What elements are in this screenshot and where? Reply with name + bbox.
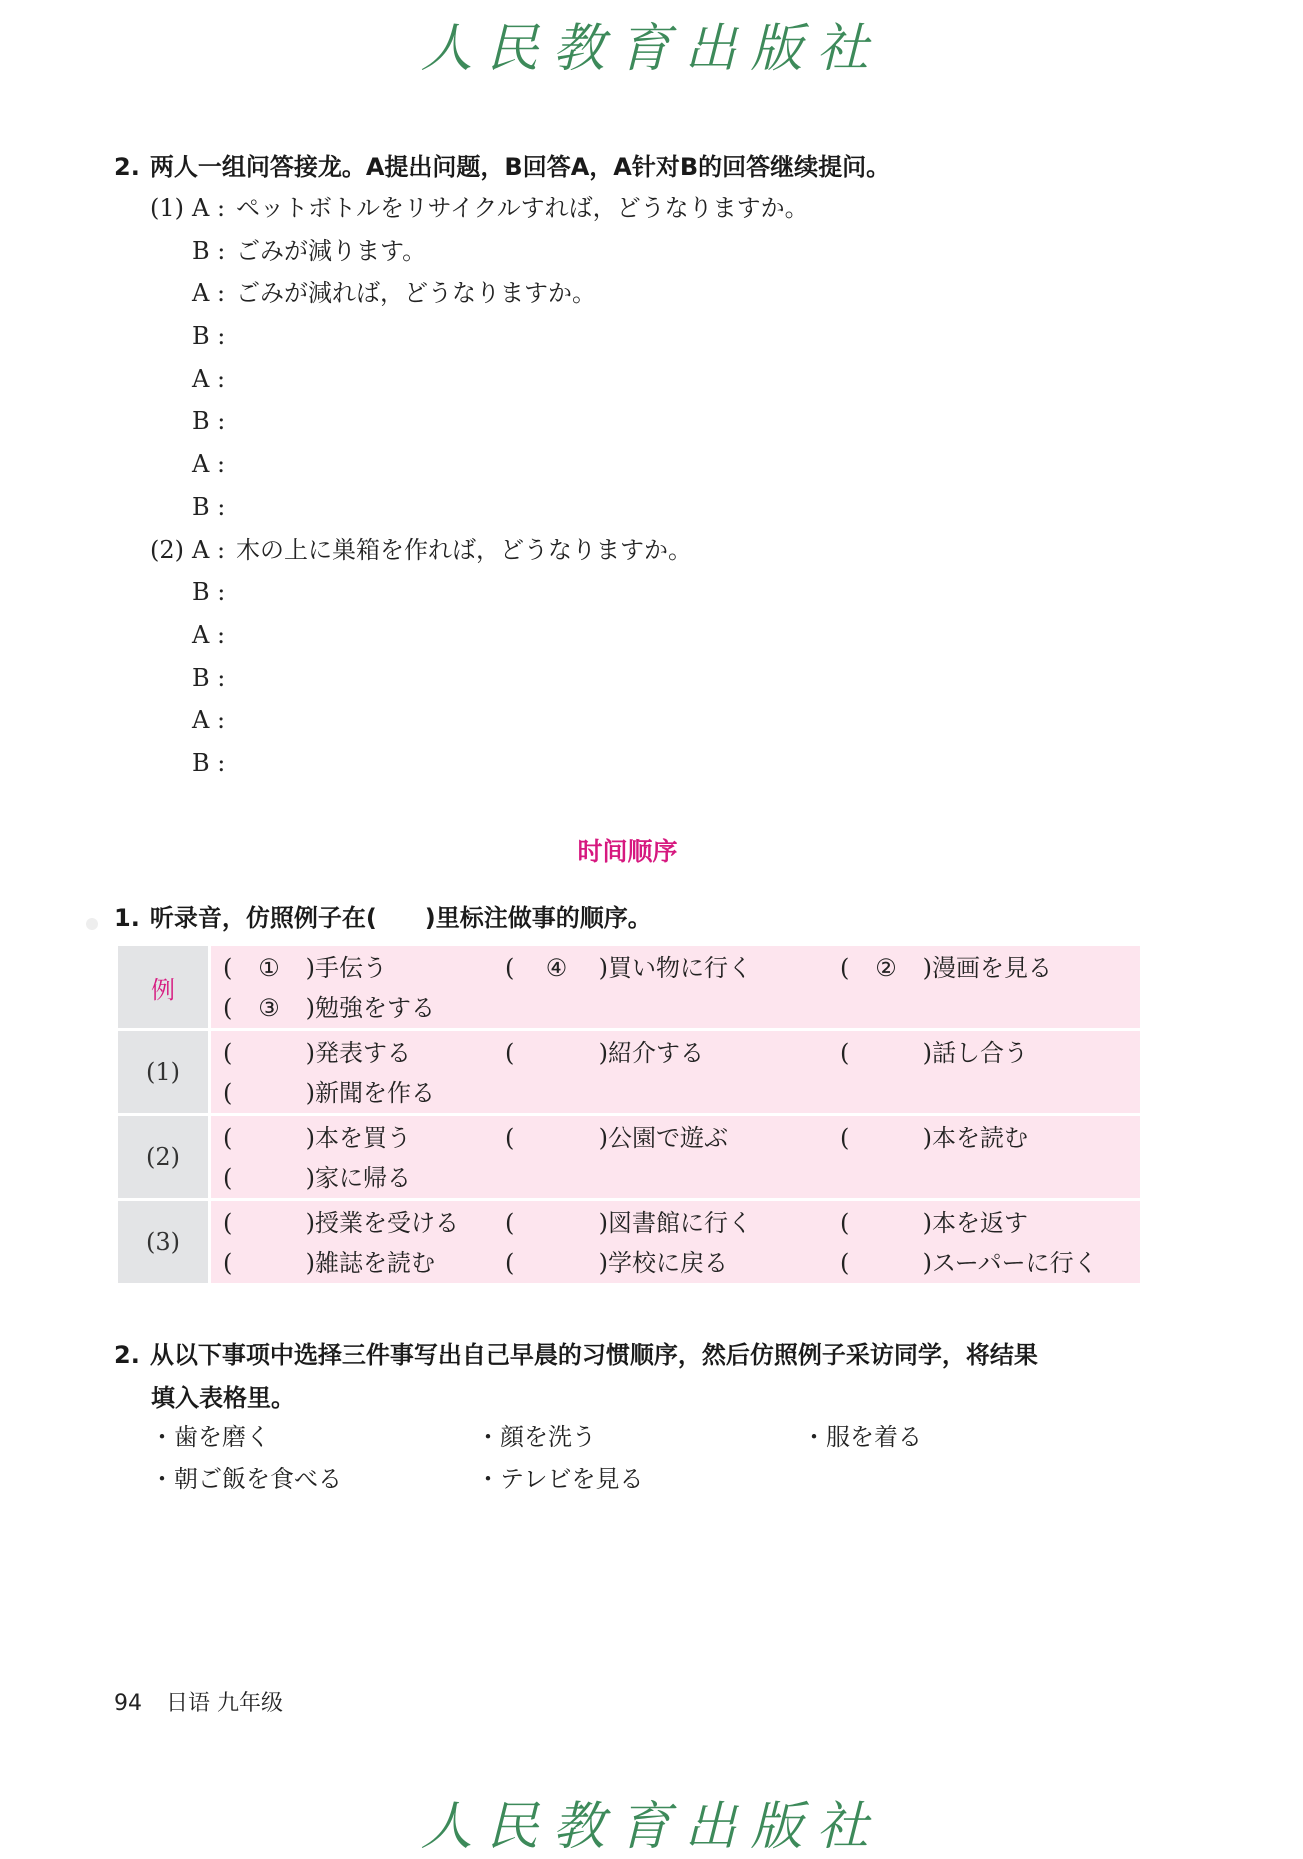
order-item <box>505 1033 840 1073</box>
table-line <box>223 988 1140 1028</box>
dialog-speaker: A : <box>192 620 226 649</box>
order-item <box>840 1203 1140 1243</box>
open-paren: ( <box>840 954 850 982</box>
order-item <box>505 1118 840 1158</box>
close-paren: ) <box>922 1249 932 1277</box>
exercise-instruction-line1: 从以下事项中选择三件事写出自己早晨的习惯顺序，然后仿照例子采访同学，将结果 <box>149 1341 1038 1369</box>
order-item <box>505 1203 840 1243</box>
order-blank <box>840 1033 932 1073</box>
order-blank <box>840 1203 932 1243</box>
order-text: 紹介する <box>608 1039 704 1067</box>
row-cells <box>211 946 1140 1028</box>
exercise-instruction: 听录音，仿照例子在( )里标注做事的顺序。 <box>149 904 652 932</box>
table-row <box>118 946 1140 1031</box>
page-number: 94 <box>114 1691 142 1716</box>
order-item <box>840 1118 1140 1158</box>
order-text: 話し合う <box>932 1039 1028 1067</box>
order-blank <box>223 1073 315 1113</box>
dialog-line <box>150 272 809 315</box>
open-paren: ( <box>840 1039 850 1067</box>
decorative-dot <box>86 918 98 930</box>
row-label: 例 <box>118 946 211 1028</box>
order-item <box>223 1033 505 1073</box>
dialog-text: ごみが減ります。 <box>236 236 427 265</box>
open-paren: ( <box>223 1124 233 1152</box>
choice-item: ・顔を洗う <box>476 1423 596 1451</box>
dialog-line <box>150 571 809 614</box>
close-paren: ) <box>305 1164 315 1192</box>
dialog-line <box>150 400 809 443</box>
table-line <box>223 1158 1140 1198</box>
order-item <box>840 948 1140 988</box>
close-paren: ) <box>598 1039 608 1067</box>
order-item <box>840 1243 1140 1283</box>
dialog-chain <box>150 187 809 785</box>
dialog-speaker: B : <box>192 492 226 521</box>
order-item <box>223 1243 505 1283</box>
row-cells <box>211 1116 1140 1198</box>
order-blank <box>840 1118 932 1158</box>
close-paren: ) <box>922 954 932 982</box>
open-paren: ( <box>223 954 233 982</box>
choice-row <box>150 1416 1128 1458</box>
dialog-speaker: B : <box>192 578 226 607</box>
close-paren: ) <box>305 1039 315 1067</box>
order-blank <box>223 1158 315 1198</box>
exercise-number: 2. <box>114 1341 140 1369</box>
close-paren: ) <box>922 1039 932 1067</box>
order-text: スーパーに行く <box>932 1249 1098 1277</box>
dialog-group-label: (1) <box>150 194 184 222</box>
open-paren: ( <box>840 1249 850 1277</box>
exercise-2-heading-continued: 填入表格里。 <box>151 1384 295 1412</box>
table-line <box>223 1073 1140 1113</box>
close-paren: ) <box>598 954 608 982</box>
table-line <box>223 1203 1140 1243</box>
order-blank <box>840 1243 932 1283</box>
order-blank <box>505 1118 608 1158</box>
close-paren: ) <box>922 1209 932 1237</box>
close-paren: ) <box>305 1249 315 1277</box>
dialog-text: ごみが減れば，どうなりますか。 <box>236 279 596 308</box>
close-paren: ) <box>305 1209 315 1237</box>
order-text: 学校に戻る <box>608 1249 728 1277</box>
choice-item: ・歯を磨く <box>150 1423 270 1451</box>
order-item <box>223 1158 505 1198</box>
exercise-2-dialog-heading <box>114 147 890 182</box>
order-mark: ③ <box>258 994 280 1022</box>
open-paren: ( <box>223 994 233 1022</box>
row-label: (2) <box>118 1116 211 1198</box>
dialog-speaker: B : <box>192 322 226 351</box>
dialog-speaker: B : <box>192 663 226 692</box>
table-line <box>223 1033 1140 1073</box>
dialog-speaker: B : <box>192 407 226 436</box>
order-mark: ④ <box>545 954 568 982</box>
table-row <box>118 1031 1140 1116</box>
dialog-speaker: A : <box>192 194 226 222</box>
order-text: 発表する <box>315 1039 411 1067</box>
exercise-1-heading <box>114 898 652 933</box>
row-label: (3) <box>118 1201 211 1283</box>
open-paren: ( <box>223 1249 233 1277</box>
table-line <box>223 948 1140 988</box>
dialog-speaker: B : <box>192 236 226 265</box>
exercise-number: 1. <box>114 904 140 932</box>
open-paren: ( <box>840 1209 850 1237</box>
open-paren: ( <box>223 1039 233 1067</box>
order-text: 本を返す <box>932 1209 1028 1237</box>
watermark-bottom: 人民教育出版社 <box>420 1797 883 1857</box>
order-blank <box>505 948 608 988</box>
dialog-line <box>150 529 809 572</box>
order-blank <box>223 1203 315 1243</box>
row-label: (1) <box>118 1031 211 1113</box>
row-cells <box>211 1031 1140 1113</box>
choice-item: ・テレビを見る <box>476 1465 644 1493</box>
order-text: 授業を受ける <box>315 1209 459 1237</box>
table-row <box>118 1201 1140 1286</box>
order-item <box>223 1118 505 1158</box>
choice-row <box>150 1458 1128 1500</box>
section-title: 时间顺序 <box>577 837 678 866</box>
close-paren: ) <box>598 1209 608 1237</box>
dialog-speaker: A : <box>192 535 226 564</box>
open-paren: ( <box>505 954 515 982</box>
order-blank <box>223 1118 315 1158</box>
dialog-line <box>150 614 809 657</box>
close-paren: ) <box>305 1124 315 1152</box>
order-item <box>505 1243 840 1283</box>
watermark-top: 人民教育出版社 <box>420 19 883 79</box>
order-text: 図書館に行く <box>608 1209 752 1237</box>
dialog-line <box>150 230 809 273</box>
open-paren: ( <box>505 1249 515 1277</box>
order-item <box>505 948 840 988</box>
order-mark: ② <box>875 954 897 982</box>
open-paren: ( <box>505 1209 515 1237</box>
order-blank <box>840 948 932 988</box>
order-text: 本を買う <box>315 1124 411 1152</box>
order-item <box>223 948 505 988</box>
close-paren: ) <box>305 994 315 1022</box>
order-text: 勉強をする <box>315 994 435 1022</box>
exercise-number: 2. <box>114 153 140 181</box>
dialog-speaker: A : <box>192 706 226 735</box>
order-item <box>223 1073 505 1113</box>
dialog-line <box>150 187 809 230</box>
table-line <box>223 1118 1140 1158</box>
order-text: 本を読む <box>932 1124 1028 1152</box>
order-blank <box>505 1203 608 1243</box>
open-paren: ( <box>223 1079 233 1107</box>
table-row <box>118 1116 1140 1201</box>
order-text: 公園で遊ぶ <box>608 1124 728 1152</box>
open-paren: ( <box>223 1209 233 1237</box>
dialog-line <box>150 699 809 742</box>
order-blank <box>505 1033 608 1073</box>
exercise-instruction: 两人一组问答接龙。A提出问题，B回答A，A针对B的回答继续提问。 <box>149 153 891 181</box>
dialog-speaker: A : <box>192 279 226 308</box>
dialog-speaker: A : <box>192 450 226 479</box>
order-text: 漫画を見る <box>932 954 1052 982</box>
table-line <box>223 1243 1140 1283</box>
page-footer <box>114 1686 283 1717</box>
book-title: 日语 九年级 <box>166 1691 283 1716</box>
order-blank <box>223 1243 315 1283</box>
exercise-2-heading <box>114 1335 1038 1370</box>
close-paren: ) <box>922 1124 932 1152</box>
dialog-speaker: A : <box>192 364 226 393</box>
dialog-speaker: B : <box>192 748 226 777</box>
choice-item: ・服を着る <box>802 1423 922 1451</box>
open-paren: ( <box>840 1124 850 1152</box>
dialog-text: 木の上に巣箱を作れば，どうなりますか。 <box>236 535 692 564</box>
dialog-line <box>150 742 809 785</box>
order-item <box>223 988 505 1028</box>
order-blank <box>223 1033 315 1073</box>
habit-choices <box>150 1416 1128 1500</box>
dialog-line <box>150 486 809 529</box>
row-cells <box>211 1201 1140 1283</box>
dialog-group-label: (2) <box>150 535 184 564</box>
close-paren: ) <box>598 1124 608 1152</box>
order-text: 新聞を作る <box>315 1079 435 1107</box>
order-text: 買い物に行く <box>608 954 752 982</box>
order-text: 雑誌を読む <box>315 1249 435 1277</box>
order-blank <box>505 1243 608 1283</box>
order-blank <box>223 988 315 1028</box>
order-mark: ① <box>258 954 280 982</box>
dialog-line <box>150 443 809 486</box>
close-paren: ) <box>305 1079 315 1107</box>
open-paren: ( <box>223 1164 233 1192</box>
dialog-line <box>150 657 809 700</box>
open-paren: ( <box>505 1124 515 1152</box>
close-paren: ) <box>305 954 315 982</box>
order-blank <box>223 948 315 988</box>
order-item <box>223 1203 505 1243</box>
dialog-line <box>150 358 809 401</box>
open-paren: ( <box>505 1039 515 1067</box>
dialog-line <box>150 315 809 358</box>
order-item <box>840 1033 1140 1073</box>
order-text: 手伝う <box>315 954 387 982</box>
close-paren: ) <box>598 1249 608 1277</box>
choice-item: ・朝ご飯を食べる <box>150 1465 342 1493</box>
dialog-text: ペットボトルをリサイクルすれば，どうなりますか。 <box>236 194 809 222</box>
order-table <box>118 946 1140 1286</box>
order-text: 家に帰る <box>315 1164 411 1192</box>
